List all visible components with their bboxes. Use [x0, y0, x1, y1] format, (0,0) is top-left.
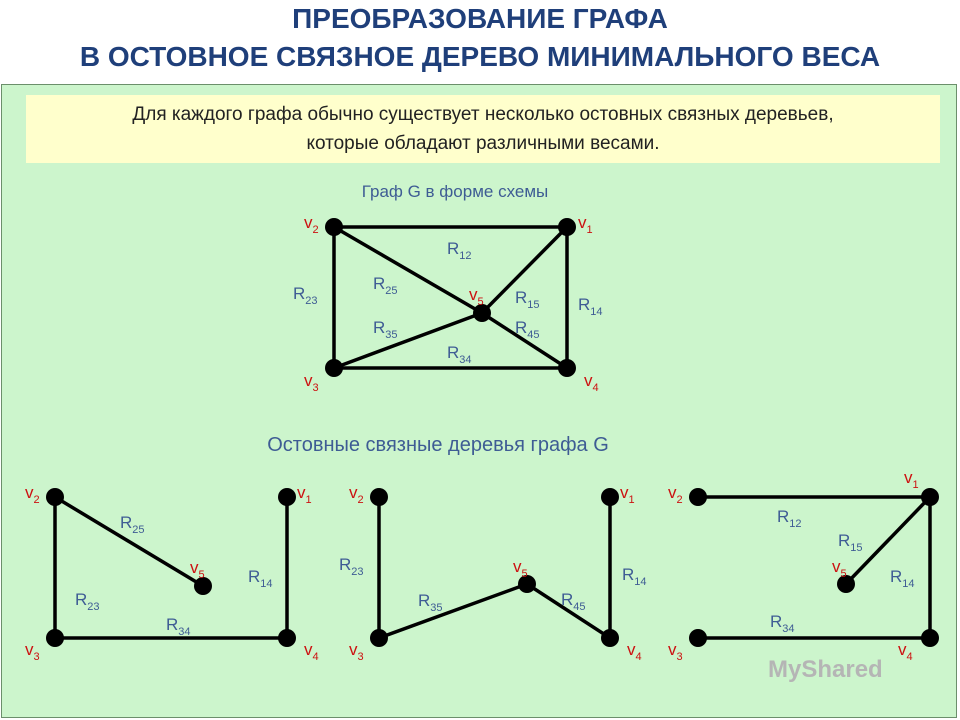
vertex-v2	[325, 218, 343, 236]
vertex-label-v2: $v_2$	[668, 483, 683, 506]
vertex-label-v4: $v_4$	[627, 640, 642, 663]
vertex-v2	[46, 488, 64, 506]
vertex-v4	[558, 359, 576, 377]
vertex-label-v5: $v_5$	[513, 557, 528, 580]
vertex-v2	[370, 488, 388, 506]
edge-label-R15: $R_{15}$	[515, 288, 540, 311]
edge-label-R25: $R_{25}$	[120, 513, 145, 536]
vertex-v1	[278, 488, 296, 506]
watermark-logo	[768, 656, 883, 684]
vertex-label-v5: $v_5$	[190, 558, 205, 581]
edge-label-R23: $R_{23}$	[293, 284, 318, 307]
vertex-label-v1: $v_1$	[620, 483, 635, 506]
edge-label-R34: $R_{34}$	[166, 615, 191, 638]
note-line-2: которые обладают различными весами.	[306, 133, 660, 154]
edge-label-R14: $R_{14}$	[622, 565, 647, 588]
edge-label-R14: $R_{14}$	[890, 567, 915, 590]
vertex-label-v2: $v_2$	[304, 213, 319, 236]
vertex-label-v5: $v_5$	[832, 557, 847, 580]
vertex-v3	[325, 359, 343, 377]
edge-label-R23: $R_{23}$	[75, 590, 100, 613]
vertex-label-v4: $v_4$	[304, 640, 319, 663]
vertex-label-v5: $v_5$	[469, 285, 484, 308]
edge-label-R12: $R_{12}$	[447, 239, 472, 262]
graph-tree-2	[339, 483, 647, 663]
edge-label-R34: $R_{34}$	[770, 612, 795, 635]
vertex-v2	[689, 488, 707, 506]
vertex-label-v3: $v_3$	[25, 640, 40, 663]
note-line-1: Для каждого графа обычно существует несколько остовных связных деревьев,	[132, 104, 834, 125]
edge-R25	[334, 227, 482, 313]
edge-label-R45: $R_{45}$	[515, 318, 540, 341]
vertex-label-v2: $v_2$	[25, 483, 40, 506]
vertex-v1	[601, 488, 619, 506]
vertex-label-v1: $v_1$	[297, 483, 312, 506]
vertex-label-v1: $v_1$	[578, 213, 593, 236]
edge-label-R35: $R_{35}$	[373, 318, 398, 341]
vertex-v1	[921, 488, 939, 506]
edge-label-R14: $R_{14}$	[578, 295, 603, 318]
edge-label-R14: $R_{14}$	[248, 567, 273, 590]
edge-label-R35: $R_{35}$	[418, 591, 443, 614]
title-line-2: В ОСТОВНОЕ СВЯЗНОЕ ДЕРЕВО МИНИМАЛЬНОГО ВЕСА	[79, 41, 881, 72]
vertex-v3	[370, 629, 388, 647]
vertex-label-v3: $v_3$	[304, 371, 319, 394]
edge-label-R15: $R_{15}$	[838, 531, 863, 554]
edge-label-R12: $R_{12}$	[777, 507, 802, 530]
trees-caption: Остовные связные деревья графа G	[267, 434, 609, 456]
edge-label-R34: $R_{34}$	[447, 343, 472, 366]
edge-label-R45: $R_{45}$	[561, 590, 586, 613]
title-line-1: ПРЕОБРАЗОВАНИЕ ГРАФА	[292, 3, 668, 34]
vertex-v3	[46, 629, 64, 647]
edge-R35	[379, 584, 527, 638]
edge-R25	[55, 497, 203, 586]
vertex-label-v3: $v_3$	[668, 640, 683, 663]
edge-label-R25: $R_{25}$	[373, 274, 398, 297]
vertex-v1	[558, 218, 576, 236]
vertex-label-v4: $v_4$	[584, 371, 599, 394]
vertex-v3	[689, 629, 707, 647]
graph-tree-3	[668, 468, 939, 663]
vertex-label-v1: $v_1$	[904, 468, 919, 491]
watermark-text: MyShared	[768, 656, 883, 683]
graph-G	[293, 213, 603, 394]
vertex-v4	[921, 629, 939, 647]
vertex-v4	[278, 629, 296, 647]
edge-R15	[846, 497, 930, 584]
vertex-label-v2: $v_2$	[349, 483, 364, 506]
edge-label-R23: $R_{23}$	[339, 555, 364, 578]
vertex-v4	[601, 629, 619, 647]
graph-tree-1	[25, 483, 319, 663]
graph-caption: Граф G в форме схемы	[361, 182, 549, 201]
vertex-label-v4: $v_4$	[898, 640, 913, 663]
vertex-label-v3: $v_3$	[349, 640, 364, 663]
